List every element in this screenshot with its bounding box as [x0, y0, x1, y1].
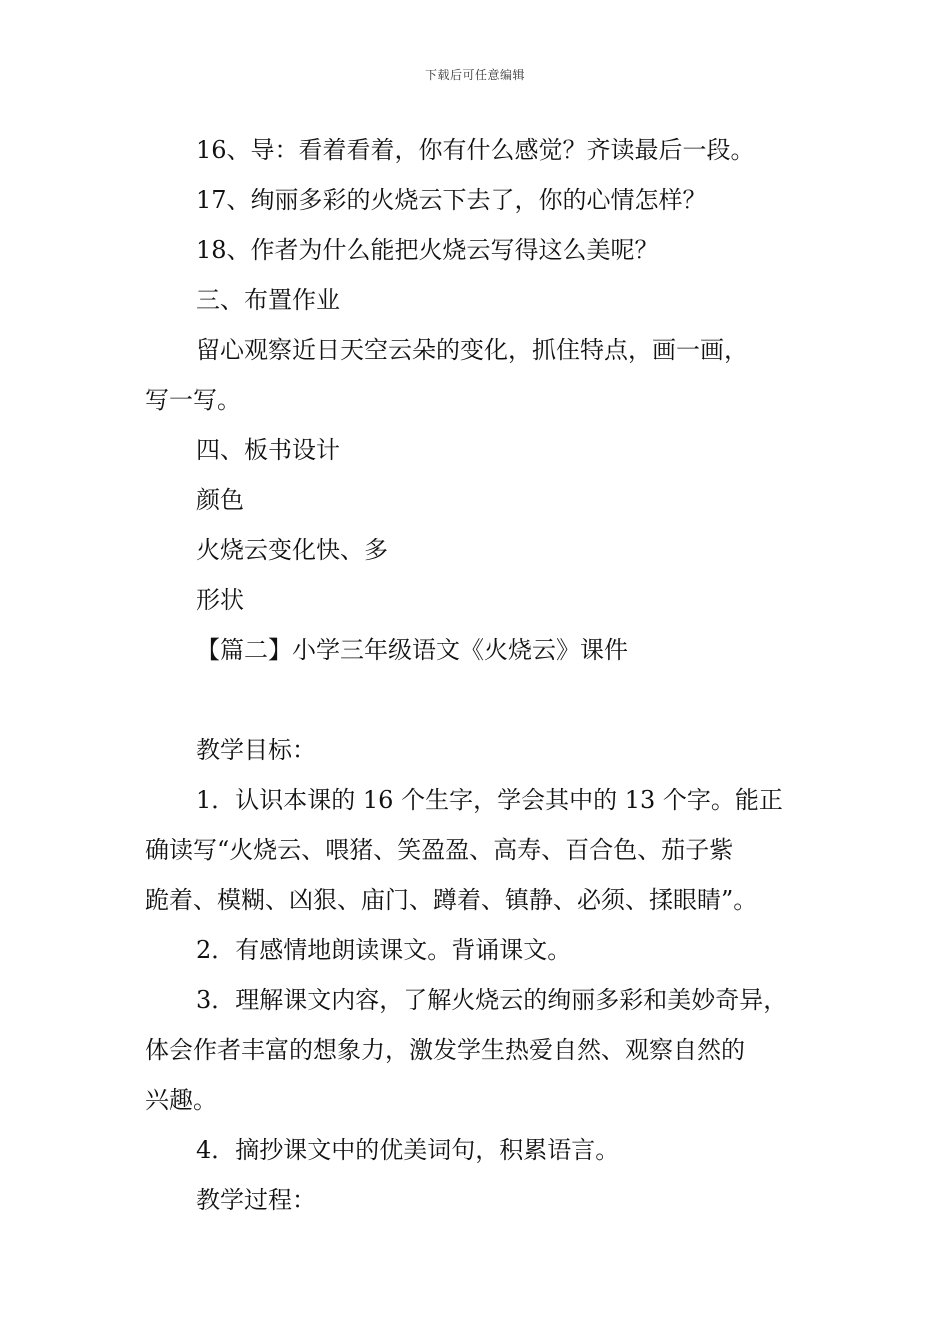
section-heading-board-design: 四、板书设计 — [196, 436, 340, 464]
teaching-process-heading: 教学过程： — [196, 1186, 316, 1214]
homework-line-1: 留心观察近日天空云朵的变化，抓住特点，画一画， — [196, 336, 748, 364]
goal-3-line-1: 3．理解课文内容，了解火烧云的绚丽多彩和美妙奇异， — [196, 986, 788, 1014]
goal-1-line-3: 跪着、模糊、凶狠、庙门、蹲着、镇静、必须、揉眼睛”。 — [145, 886, 758, 914]
teaching-goals-heading: 教学目标： — [196, 736, 316, 764]
board-item-change: 火烧云变化快、多 — [196, 536, 388, 564]
part-two-title: 【篇二】小学三年级语文《火烧云》课件 — [196, 636, 628, 664]
goal-3-line-3: 兴趣。 — [145, 1086, 217, 1114]
board-item-color: 颜色 — [196, 486, 244, 514]
section-heading-homework: 三、布置作业 — [196, 286, 340, 314]
paragraph-17: 17、绚丽多彩的火烧云下去了，你的心情怎样？ — [196, 186, 707, 214]
paragraph-16: 16、导：看着看着，你有什么感觉？齐读最后一段。 — [196, 136, 755, 164]
document-body — [145, 125, 810, 1225]
goal-1-line-1: 1．认识本课的 16 个生字，学会其中的 13 个字。能正 — [196, 786, 783, 814]
homework-line-2: 写一写。 — [145, 386, 241, 414]
goal-3-line-2: 体会作者丰富的想象力，激发学生热爱自然、观察自然的 — [145, 1036, 745, 1064]
goal-4: 4．摘抄课文中的优美词句，积累语言。 — [196, 1136, 620, 1164]
goal-1-line-2: 确读写“火烧云、喂猪、笑盈盈、高寿、百合色、茄子紫 — [145, 836, 734, 864]
blank-line — [145, 675, 810, 725]
board-item-shape: 形状 — [196, 586, 244, 614]
goal-2: 2．有感情地朗读课文。背诵课文。 — [196, 936, 572, 964]
paragraph-18: 18、作者为什么能把火烧云写得这么美呢？ — [196, 236, 659, 264]
page-header: 下载后可任意编辑 — [424, 68, 525, 82]
